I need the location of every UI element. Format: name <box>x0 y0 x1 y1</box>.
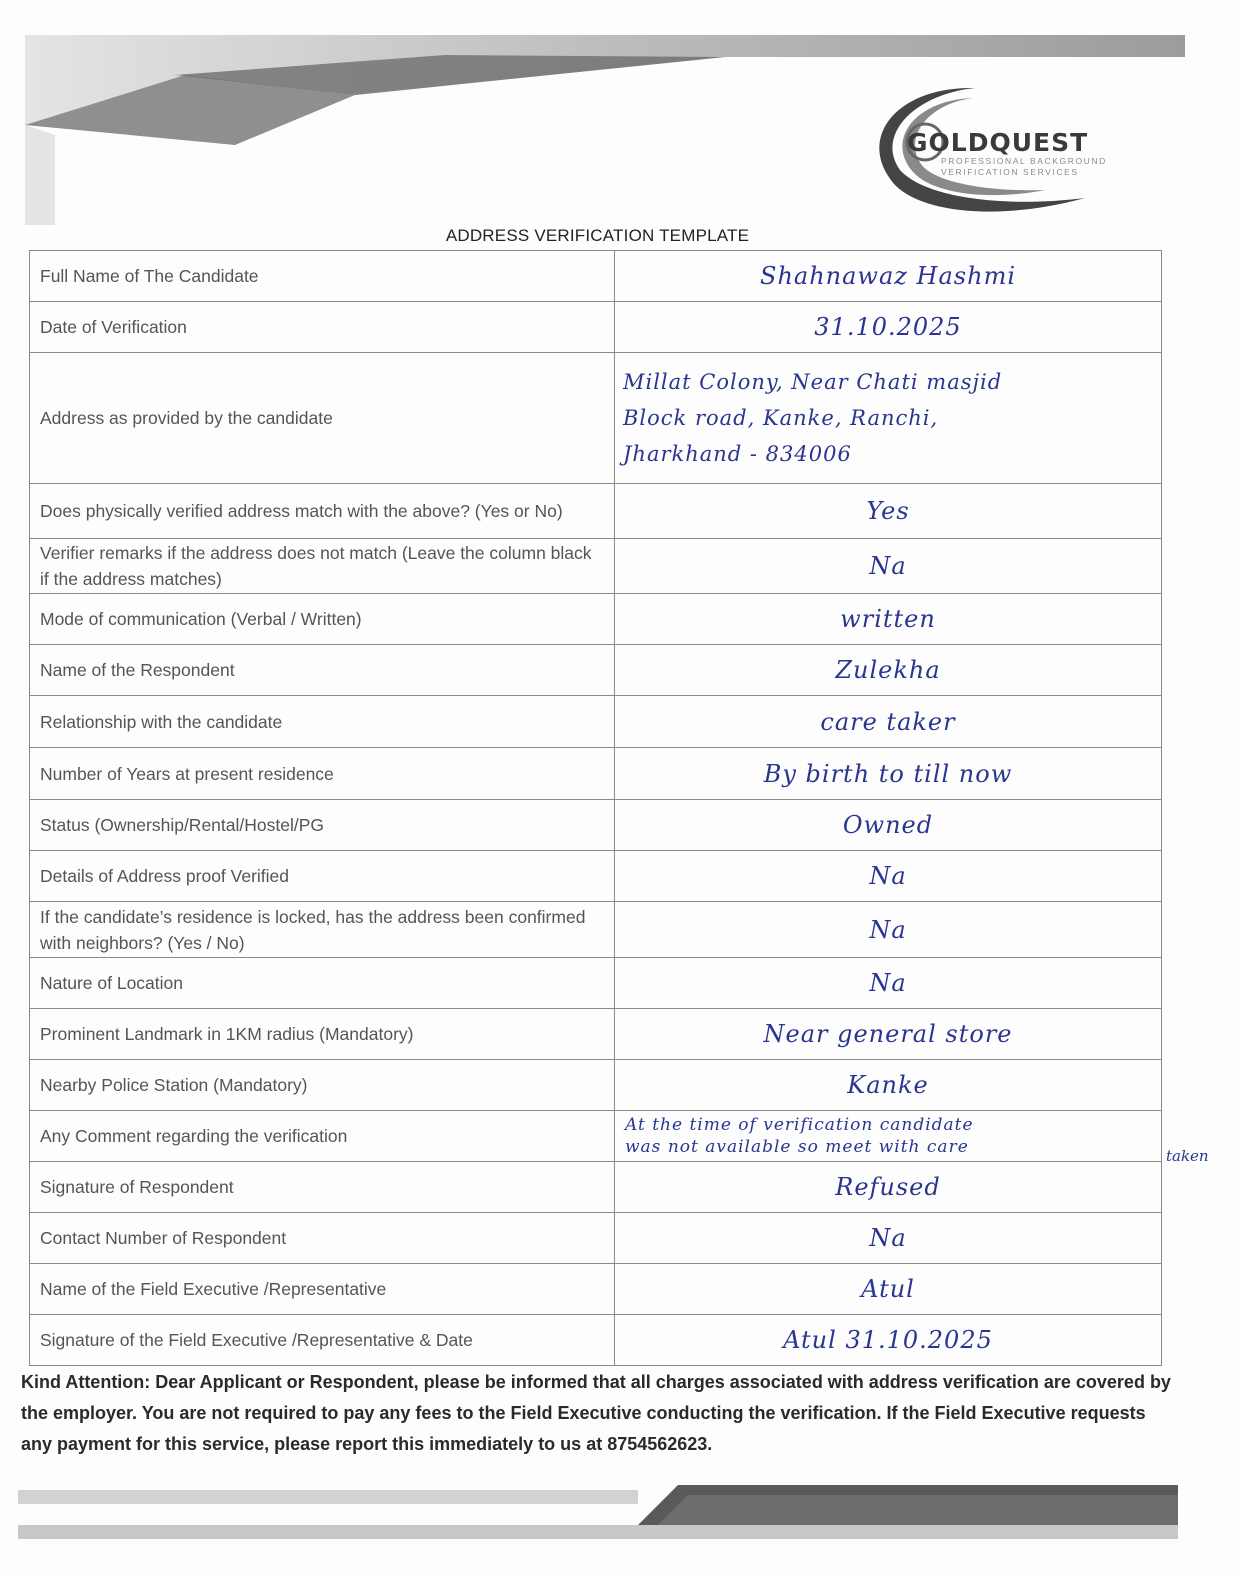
field-label: Mode of communication (Verbal / Written) <box>30 594 615 645</box>
field-value[interactable]: Na <box>615 902 1162 958</box>
field-label: Nature of Location <box>30 958 615 1009</box>
logo-tagline-1: PROFESSIONAL BACKGROUND <box>941 156 1107 166</box>
field-value[interactable]: Zulekha <box>615 645 1162 696</box>
form-row <box>30 484 1162 539</box>
field-value[interactable]: Shahnawaz Hashmi <box>615 251 1162 302</box>
comment-line: At the time of verification candidate <box>625 1115 974 1135</box>
comment-value[interactable] <box>615 1111 1162 1162</box>
form-row <box>30 1111 1162 1162</box>
field-value[interactable]: Na <box>615 1213 1162 1264</box>
field-label: Nearby Police Station (Mandatory) <box>30 1060 615 1111</box>
form-row <box>30 748 1162 800</box>
comment-overflow-text: taken <box>1166 1147 1209 1165</box>
form-row <box>30 1162 1162 1213</box>
verification-form-table <box>29 250 1162 1366</box>
field-label: Full Name of The Candidate <box>30 251 615 302</box>
form-row <box>30 1009 1162 1060</box>
address-line: Jharkhand - 834006 <box>623 442 852 466</box>
field-value[interactable]: Kanke <box>615 1060 1162 1111</box>
form-row <box>30 539 1162 594</box>
form-row <box>30 1213 1162 1264</box>
field-label: If the candidate’s residence is locked, has the address been confirmed with neighbors? (Yes / No) <box>30 902 615 958</box>
form-row <box>30 1315 1162 1366</box>
form-row <box>30 958 1162 1009</box>
field-label: Relationship with the candidate <box>30 696 615 748</box>
field-value[interactable]: Yes <box>615 484 1162 539</box>
form-row <box>30 1264 1162 1315</box>
field-value[interactable]: 31.10.2025 <box>615 302 1162 353</box>
field-label: Verifier remarks if the address does not match (Leave the column black if the address matches) <box>30 539 615 594</box>
field-value[interactable]: Atul 31.10.2025 <box>615 1315 1162 1366</box>
page-title: ADDRESS VERIFICATION TEMPLATE <box>445 226 750 245</box>
field-label: Address as provided by the candidate <box>30 353 615 484</box>
form-row <box>30 1060 1162 1111</box>
form-row <box>30 696 1162 748</box>
field-label: Does physically verified address match with the above? (Yes or No) <box>30 484 615 539</box>
form-row <box>30 800 1162 851</box>
field-value[interactable]: Atul <box>615 1264 1162 1315</box>
field-value[interactable]: Na <box>615 851 1162 902</box>
field-label: Any Comment regarding the verification <box>30 1111 615 1162</box>
field-label: Name of the Field Executive /Representative <box>30 1264 615 1315</box>
field-value[interactable]: Refused <box>615 1162 1162 1213</box>
field-label: Signature of Respondent <box>30 1162 615 1213</box>
field-label: Signature of the Field Executive /Representative & Date <box>30 1315 615 1366</box>
form-row <box>30 594 1162 645</box>
field-label: Contact Number of Respondent <box>30 1213 615 1264</box>
address-line: Block road, Kanke, Ranchi, <box>623 406 939 430</box>
field-value[interactable]: Na <box>615 958 1162 1009</box>
field-value[interactable]: Owned <box>615 800 1162 851</box>
logo-brand-text: GOLDQUEST <box>907 128 1089 157</box>
form-row <box>30 302 1162 353</box>
comment-line: was not available so meet with care <box>625 1137 969 1157</box>
address-line: Millat Colony, Near Chati masjid <box>623 370 1003 394</box>
address-value[interactable] <box>615 353 1162 484</box>
form-row <box>30 851 1162 902</box>
form-row <box>30 251 1162 302</box>
field-label: Details of Address proof Verified <box>30 851 615 902</box>
kind-attention-notice: Kind Attention: Dear Applicant or Respondent, please be informed that all charges associated with address verification are covered by the employer. You are not required to pay any fees to the Field Executive conducting the verification. If the Field Executive requests any payment for this service, please report this immediately to us at 8754562623. <box>21 1372 1171 1454</box>
field-label: Date of Verification <box>30 302 615 353</box>
field-label: Name of the Respondent <box>30 645 615 696</box>
field-label: Number of Years at present residence <box>30 748 615 800</box>
goldquest-logo <box>855 80 1165 230</box>
field-value[interactable]: care taker <box>615 696 1162 748</box>
footer-decoration <box>18 1485 1178 1545</box>
field-value[interactable]: Near general store <box>615 1009 1162 1060</box>
form-row <box>30 902 1162 958</box>
field-value[interactable]: By birth to till now <box>615 748 1162 800</box>
field-value[interactable]: written <box>615 594 1162 645</box>
field-label: Status (Ownership/Rental/Hostel/PG <box>30 800 615 851</box>
field-label: Prominent Landmark in 1KM radius (Mandatory) <box>30 1009 615 1060</box>
form-row <box>30 353 1162 484</box>
logo-tagline-2: VERIFICATION SERVICES <box>941 167 1079 177</box>
field-value[interactable]: Na <box>615 539 1162 594</box>
form-row <box>30 645 1162 696</box>
